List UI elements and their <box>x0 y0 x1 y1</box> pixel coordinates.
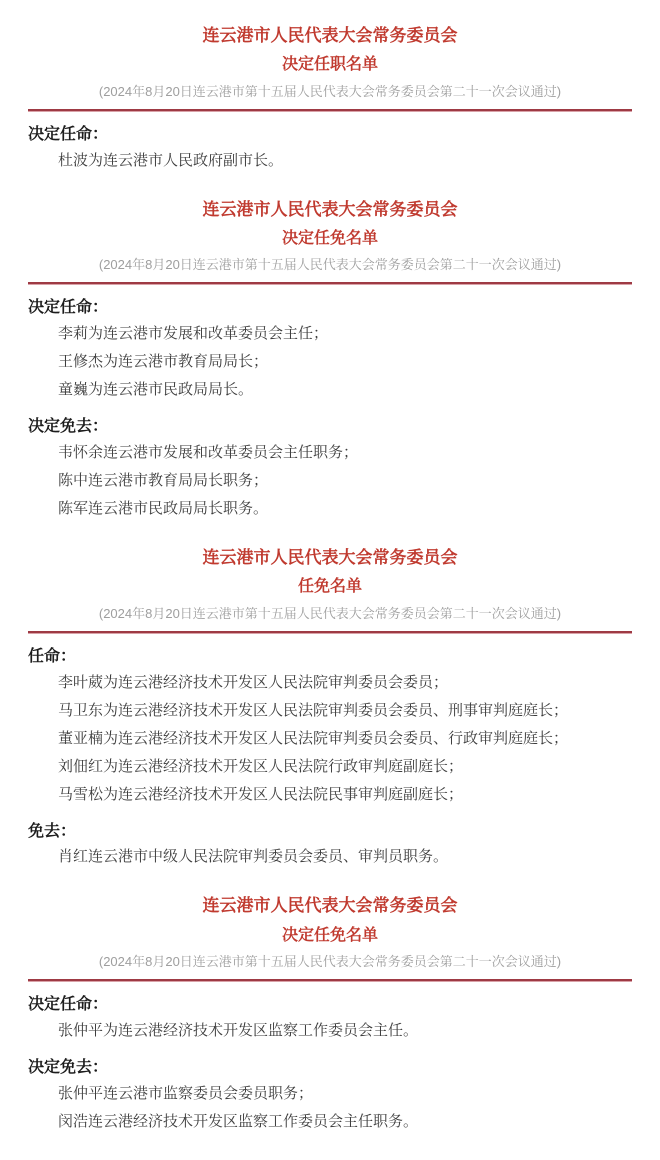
meeting-note: (2024年8月20日连云港市第十五届人民代表大会常务委员会第二十一次会议通过) <box>98 83 562 99</box>
appointment-item: 童巍为连云港市民政局局长。 <box>58 381 254 399</box>
dismissal-item: 肖红连云港市中级人民法院审判委员会委员、审判员职务。 <box>58 848 449 866</box>
org-title: 连云港市人民代表大会常务委员会 <box>202 26 458 45</box>
red-divider <box>28 109 632 112</box>
notice-section-appoint-dismiss <box>28 200 632 523</box>
appointment-item: 杜波为连云港市人民政府副市长。 <box>58 151 284 169</box>
list-title: 决定任职名单 <box>281 56 378 74</box>
block-label-appoint: 决定任命： <box>28 299 109 317</box>
red-divider <box>28 979 632 982</box>
appointment-item: 董亚楠为连云港经济技术开发区人民法院审判委员会委员、行政审判庭庭长； <box>58 729 569 747</box>
meeting-note: (2024年8月20日连云港市第十五届人民代表大会常务委员会第二十一次会议通过) <box>98 257 562 273</box>
dismissal-item: 张仲平连云港市监察委员会委员职务； <box>58 1084 314 1102</box>
org-title: 连云港市人民代表大会常务委员会 <box>202 548 458 568</box>
appointment-item: 王修杰为连云港市教育局局长； <box>58 353 269 371</box>
block-label-dismiss: 决定免去： <box>28 418 109 436</box>
dismissal-item: 闵浩连云港经济技术开发区监察工作委员会主任职务。 <box>58 1112 419 1130</box>
notice-section-supervision <box>28 896 632 1135</box>
notice-section-appointment <box>28 26 632 175</box>
block-label-appoint: 任命： <box>28 647 77 665</box>
notice-section-court <box>28 548 632 871</box>
appointment-item: 刘佃红为连云港经济技术开发区人民法院行政审判庭副庭长； <box>58 757 464 775</box>
block-label-appoint: 决定任命： <box>28 996 109 1014</box>
list-title: 决定任免名单 <box>281 926 378 944</box>
appointment-item: 马卫东为连云港经济技术开发区人民法院审判委员会委员、刑事审判庭庭长； <box>58 701 569 719</box>
appointment-item: 张仲平为连云港经济技术开发区监察工作委员会主任。 <box>58 1022 419 1040</box>
block-label-appoint: 决定任命： <box>28 125 109 143</box>
org-title: 连云港市人民代表大会常务委员会 <box>202 199 458 219</box>
meeting-note: (2024年8月20日连云港市第十五届人民代表大会常务委员会第二十一次会议通过) <box>98 954 562 970</box>
dismissal-item: 陈军连云港市民政局局长职务。 <box>58 500 269 518</box>
block-label-dismiss: 决定免去： <box>28 1059 109 1077</box>
appointment-item: 马雪松为连云港经济技术开发区人民法院民事审判庭副庭长； <box>58 785 464 803</box>
list-title: 任免名单 <box>297 578 362 596</box>
list-title: 决定任免名单 <box>281 230 378 248</box>
red-divider <box>28 282 632 285</box>
block-label-dismiss: 免去： <box>28 822 77 840</box>
dismissal-item: 韦怀余连云港市发展和改革委员会主任职务； <box>58 444 359 462</box>
meeting-note: (2024年8月20日连云港市第十五届人民代表大会常务委员会第二十一次会议通过) <box>98 605 562 621</box>
appointment-item: 李叶葳为连云港经济技术开发区人民法院审判委员会委员； <box>58 673 449 691</box>
red-divider <box>28 631 632 634</box>
dismissal-item: 陈中连云港市教育局局长职务； <box>58 472 269 490</box>
appointment-item: 李莉为连云港市发展和改革委员会主任； <box>58 325 329 343</box>
org-title: 连云港市人民代表大会常务委员会 <box>202 896 458 916</box>
